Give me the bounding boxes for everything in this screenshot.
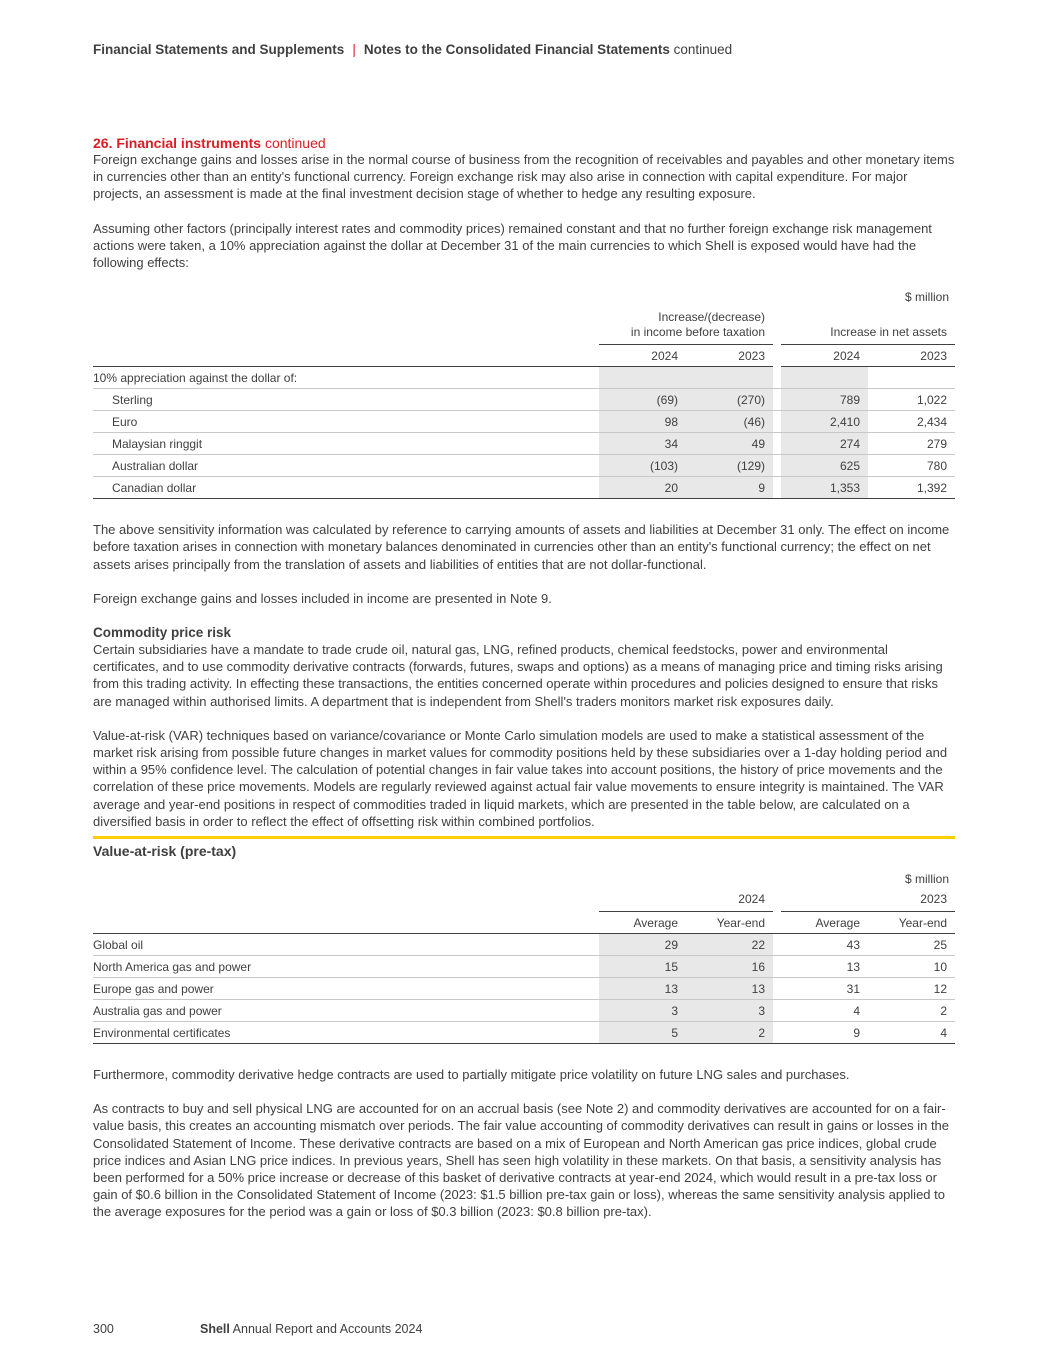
var-col-header: Average bbox=[599, 912, 686, 934]
cell-value: 789 bbox=[781, 389, 868, 411]
table-row bbox=[93, 956, 955, 978]
paragraph-commodity-mandate: Certain subsidiaries have a mandate to trade crude oil, natural gas, LNG, refined products, chemical feedstocks, power and environmental certificates, and to use commodity derivative contracts (forwards, futures, swaps and options) as a means of managing price and timing risks arising from this trading activity. In effecting these transactions, the entities concerned operate within procedures and policies designed to ensure that risks are managed within authorised limits. A department that is independent from Shell's traders monitors market risk exposures daily. bbox=[93, 642, 943, 709]
fx-group-income-line1: Increase/(decrease) bbox=[658, 310, 765, 325]
cell-value: 49 bbox=[686, 433, 773, 455]
cell-value: 13 bbox=[686, 978, 773, 1000]
fx-year-col: 2024 bbox=[599, 345, 686, 367]
yellow-divider bbox=[93, 836, 955, 839]
var-year-2023: 2023 bbox=[781, 886, 955, 912]
var-col-header: Year-end bbox=[868, 912, 955, 934]
page-footer bbox=[93, 1322, 422, 1336]
cell-value: 13 bbox=[599, 978, 686, 1000]
commodity-price-risk-heading: Commodity price risk bbox=[93, 625, 232, 641]
paragraph-note-9: Foreign exchange gains and losses included in income are presented in Note 9. bbox=[93, 590, 552, 606]
cell-value: 9 bbox=[781, 1022, 868, 1044]
header-subsection: Notes to the Consolidated Financial Statements bbox=[363, 42, 670, 57]
cell-value: 3 bbox=[686, 1000, 773, 1022]
fx-year-col: 2023 bbox=[868, 345, 955, 367]
row-label: Europe gas and power bbox=[93, 978, 599, 1000]
cell-value: 5 bbox=[599, 1022, 686, 1044]
table-row bbox=[93, 934, 955, 956]
row-label: Euro bbox=[93, 411, 599, 433]
row-label: North America gas and power bbox=[93, 956, 599, 978]
footer-title: Annual Report and Accounts 2024 bbox=[232, 1322, 423, 1336]
table-row bbox=[93, 389, 955, 411]
cell-value: 274 bbox=[781, 433, 868, 455]
var-col-header-row bbox=[93, 912, 955, 934]
cell-value: 4 bbox=[868, 1022, 955, 1044]
table-row bbox=[93, 411, 955, 433]
cell-value: 780 bbox=[868, 455, 955, 477]
cell-value: 12 bbox=[868, 978, 955, 1000]
cell-value: 1,353 bbox=[781, 477, 868, 499]
paragraph-fx-intro: Foreign exchange gains and losses arise in the normal course of business from the recognition of receivables and payables and other monetary items in currencies other than an entity's functional currency. Foreign exchange risk may also arise in connection with capital expenditure. For major projects, an assessment is made at the final investment decision stage of whether to hedge any resulting exposure. bbox=[93, 152, 955, 202]
section-title-text: 26. Financial instruments bbox=[93, 135, 262, 151]
cell-value: (129) bbox=[686, 455, 773, 477]
cell-value: 9 bbox=[686, 477, 773, 499]
cell-value: 31 bbox=[781, 978, 868, 1000]
table-row bbox=[93, 477, 955, 499]
cell-value: 625 bbox=[781, 455, 868, 477]
cell-value: 25 bbox=[868, 934, 955, 956]
cell-value: 22 bbox=[686, 934, 773, 956]
row-label: Australian dollar bbox=[93, 455, 599, 477]
table-row bbox=[93, 978, 955, 1000]
fx-table-unit: $ million bbox=[904, 290, 949, 305]
paragraph-sensitivity-basis: The above sensitivity information was calculated by reference to carrying amounts of assets and liabilities at December 31 only. The effect on income before taxation arises in connection with monetary balances denominated in currencies other than an entity's functional currency; the effect on net assets arises principally from the translation of assets and liabilities of entities that are not dollar-functional. bbox=[93, 522, 950, 572]
row-label: Canadian dollar bbox=[93, 477, 599, 499]
fx-year-col: 2023 bbox=[686, 345, 773, 367]
cell-value: 2,434 bbox=[868, 411, 955, 433]
var-table-unit: $ million bbox=[904, 872, 949, 887]
paragraph-lng-sensitivity: As contracts to buy and sell physical LNG are accounted for on an accrual basis (see Note 2) and commodity derivatives are accounted for on a fair-value basis, this creates an accounting mismatch over periods. The fair value accounting of commodity derivatives can result in gains or losses in the Consolidated Statement of Income. These derivative contracts are based on a mix of European and North American gas price indices, global crude price indices and Asian LNG price indices. In previous years, Shell has seen high volatility in these markets. On that basis, a sensitivity analysis has been performed for a 50% price increase or decrease of this basket of derivative contracts at year-end 2024, which would result in a pre-tax loss or gain of $0.6 billion in the Consolidated Statement of Income (2023: $1.5 billion pre-tax gain or loss), whereas the same sensitivity analysis applied to the average exposures for the period was a gain or loss of $0.3 billion (2023: $0.8 billion pre-tax). bbox=[93, 1101, 950, 1220]
cell-value: 13 bbox=[781, 956, 868, 978]
fx-group-netassets-header: Increase in net assets bbox=[781, 310, 955, 345]
fx-sensitivity-table bbox=[93, 310, 955, 499]
cell-value: 20 bbox=[599, 477, 686, 499]
header-section: Financial Statements and Supplements bbox=[93, 42, 345, 57]
running-header bbox=[93, 42, 732, 57]
cell-value: 1,392 bbox=[868, 477, 955, 499]
cell-value: (46) bbox=[686, 411, 773, 433]
paragraph-fx-assumption: Assuming other factors (principally interest rates and commodity prices) remained constant and that no further foreign exchange risk management actions were taken, a 10% appreciation against the dollar at December 31 of the main currencies to which Shell is exposed would have had the following effects: bbox=[93, 220, 932, 271]
cell-value: 10 bbox=[868, 956, 955, 978]
header-separator: | bbox=[352, 42, 356, 57]
row-label: Australia gas and power bbox=[93, 1000, 599, 1022]
table-row bbox=[93, 455, 955, 477]
table-row bbox=[93, 1000, 955, 1022]
cell-value: 15 bbox=[599, 956, 686, 978]
page-content bbox=[93, 135, 955, 1221]
row-label: Environmental certificates bbox=[93, 1022, 599, 1044]
row-label: Global oil bbox=[93, 934, 599, 956]
paragraph-var-techniques: Value-at-risk (VAR) techniques based on variance/covariance or Monte Carlo simulation models are used to make a statistical assessment of the market risk arising from possible future changes in market values for commodity positions held by these subsidiaries over a 1-day holding period and within a 95% confidence level. The calculation of potential changes in fair value takes into account positions, the history of price movements and the correlation of these price movements. Models are regularly reviewed against actual fair value movements to ensure integrity is maintained. The VAR average and year-end positions in respect of commodities traded in liquid markets, which are presented in the table below, are calculated on a diversified basis in order to reflect the effect of offsetting risk within combined portfolios. bbox=[93, 727, 948, 829]
cell-value: 2,410 bbox=[781, 411, 868, 433]
fx-year-header-row bbox=[93, 345, 955, 367]
cell-value: 4 bbox=[781, 1000, 868, 1022]
cell-value: 279 bbox=[868, 433, 955, 455]
cell-value: 98 bbox=[599, 411, 686, 433]
cell-value: 3 bbox=[599, 1000, 686, 1022]
cell-value: 2 bbox=[868, 1000, 955, 1022]
var-year-header-row bbox=[93, 886, 955, 912]
fx-section-label: 10% appreciation against the dollar of: bbox=[93, 367, 599, 389]
cell-value: 34 bbox=[599, 433, 686, 455]
var-table-title: Value-at-risk (pre-tax) bbox=[93, 843, 237, 860]
section-continued: continued bbox=[264, 135, 326, 151]
table-row bbox=[93, 367, 955, 389]
row-label: Malaysian ringgit bbox=[93, 433, 599, 455]
cell-value: 43 bbox=[781, 934, 868, 956]
cell-value: (103) bbox=[599, 455, 686, 477]
paragraph-lng-hedges: Furthermore, commodity derivative hedge contracts are used to partially mitigate price volatility on future LNG sales and purchases. bbox=[93, 1067, 850, 1083]
cell-value: 1,022 bbox=[868, 389, 955, 411]
fx-group-income-line2: in income before taxation bbox=[630, 325, 765, 340]
var-year-2024: 2024 bbox=[599, 886, 773, 912]
header-continued: continued bbox=[673, 42, 733, 57]
cell-value: 29 bbox=[599, 934, 686, 956]
row-label: Sterling bbox=[93, 389, 599, 411]
cell-value: 2 bbox=[686, 1022, 773, 1044]
var-col-header: Year-end bbox=[686, 912, 773, 934]
table-row bbox=[93, 433, 955, 455]
fx-group-header-row bbox=[93, 310, 955, 345]
fx-group-income-header bbox=[599, 310, 773, 345]
fx-year-col: 2024 bbox=[781, 345, 868, 367]
var-col-header: Average bbox=[781, 912, 868, 934]
table-row bbox=[93, 1022, 955, 1044]
var-table bbox=[93, 886, 955, 1044]
cell-value: (69) bbox=[599, 389, 686, 411]
cell-value: 16 bbox=[686, 956, 773, 978]
section-title bbox=[93, 135, 955, 151]
footer-brand: Shell bbox=[200, 1322, 230, 1336]
cell-value: (270) bbox=[686, 389, 773, 411]
page-number: 300 bbox=[93, 1322, 114, 1336]
